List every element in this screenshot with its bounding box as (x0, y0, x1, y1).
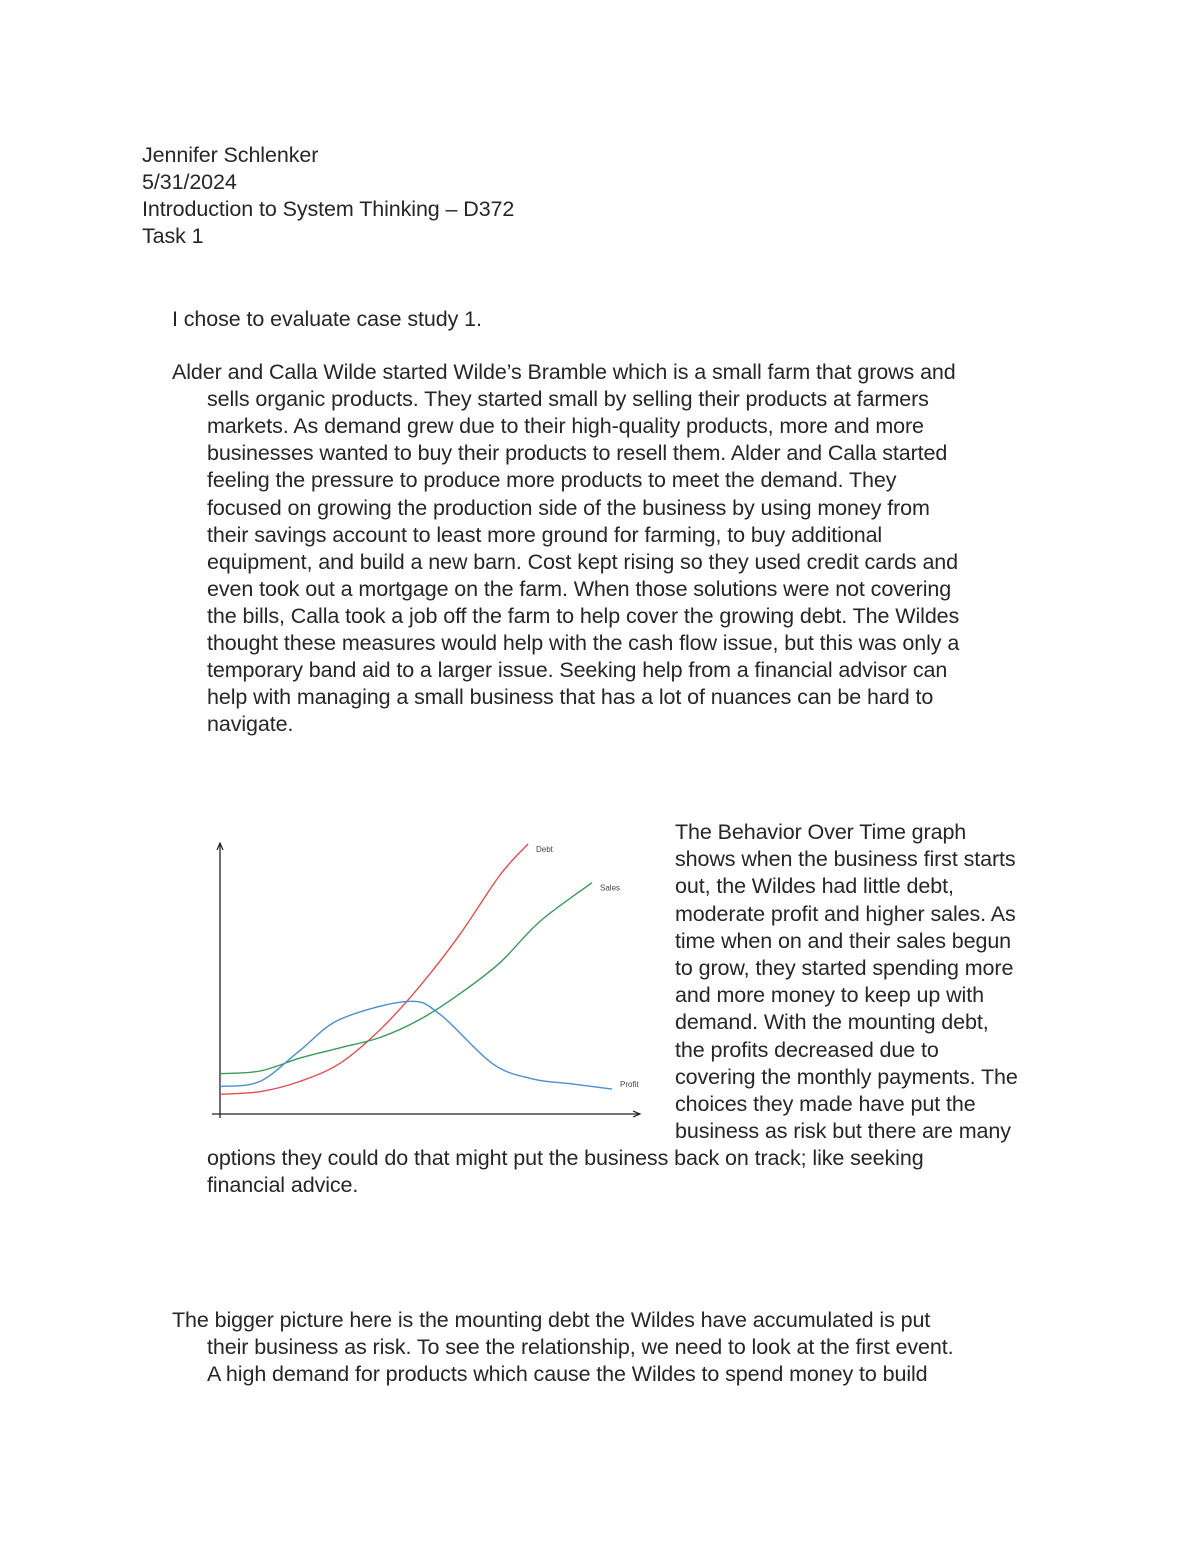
graph-explanation-line: moderate profit and higher sales. As (675, 901, 1016, 926)
header-line: Introduction to System Thinking – D372 (142, 197, 515, 221)
case-summary-line: focused on growing the production side of the business by using money from (207, 495, 930, 520)
case-summary-line: even took out a mortgage on the farm. When those solutions were not covering (207, 576, 952, 601)
header-line: Task 1 (142, 224, 204, 248)
chart-series-labels (536, 845, 639, 1089)
case-summary-line: markets. As demand grew due to their high-quality products, more and more (207, 414, 924, 439)
behavior-over-time-chart (200, 830, 660, 1130)
graph-explanation-line: choices they made have put the (675, 1092, 976, 1116)
graph-explanation-line: financial advice. (207, 1173, 359, 1197)
bigger-picture-line: The bigger picture here is the mounting debt the Wildes have accumulated is put (172, 1308, 931, 1332)
chart-svg (200, 830, 660, 1130)
sales-series-line (220, 883, 592, 1074)
case-summary-line: the bills, Calla took a job off the farm to help cover the growing debt. The Wildes (207, 603, 960, 628)
graph-explanation-line: demand. With the mounting debt, (675, 1010, 989, 1035)
graph-explanation-line: to grow, they started spending more (675, 956, 1014, 980)
case-summary-line: businesses wanted to buy their products to resell them. Alder and Calla started (207, 441, 948, 466)
case-summary-line: Alder and Calla Wilde started Wilde’s Bramble which is a small farm that grows and (172, 360, 956, 384)
case-summary-line: equipment, and build a new barn. Cost kept rising so they used credit cards and (207, 549, 959, 574)
case-summary-line: thought these measures would help with the cash flow issue, but this was only a (207, 631, 960, 655)
graph-explanation-line: the profits decreased due to (675, 1037, 939, 1062)
bigger-picture-line: their business as risk. To see the relationship, we need to look at the first event. (207, 1335, 954, 1359)
graph-explanation-line: time when on and their sales begun (675, 928, 1012, 953)
sales-series-label: Sales (600, 883, 621, 893)
profit-series-line (220, 1001, 612, 1089)
bigger-picture-line: A high demand for products which cause the Wildes to spend money to build (207, 1362, 928, 1386)
case-summary-line: help with managing a small business that has a lot of nuances can be hard to (207, 685, 934, 710)
graph-explanation-line: covering the monthly payments. The (675, 1064, 1018, 1089)
header-line: 5/31/2024 (142, 170, 237, 194)
debt-series-line (220, 844, 528, 1094)
case-summary-line: sells organic products. They started small by selling their products at farmers (207, 387, 929, 412)
case-summary-line: navigate. (207, 712, 294, 737)
graph-explanation-line: out, the Wildes had little debt, (675, 874, 954, 899)
graph-explanation-line: options they could do that might put the business back on track; like seeking (207, 1146, 924, 1170)
profit-series-label: Profit (620, 1080, 639, 1090)
graph-explanation-line: and more money to keep up with (675, 983, 984, 1008)
graph-explanation-line: business as risk but there are many (675, 1119, 1011, 1144)
header-line: Jennifer Schlenker (142, 143, 319, 167)
intro-sentence: I chose to evaluate case study 1. (172, 307, 482, 331)
chart-series (220, 844, 612, 1094)
case-summary-line: temporary band aid to a larger issue. Seeking help from a financial advisor can (207, 658, 948, 683)
chart-axes (212, 843, 640, 1118)
graph-explanation-line: The Behavior Over Time graph (675, 820, 967, 844)
case-summary-line: feeling the pressure to produce more products to meet the demand. They (207, 468, 897, 493)
debt-series-label: Debt (536, 845, 553, 854)
graph-explanation-line: shows when the business first starts (675, 847, 1016, 872)
case-summary-line: their savings account to least more ground for farming, to buy additional (207, 522, 883, 547)
